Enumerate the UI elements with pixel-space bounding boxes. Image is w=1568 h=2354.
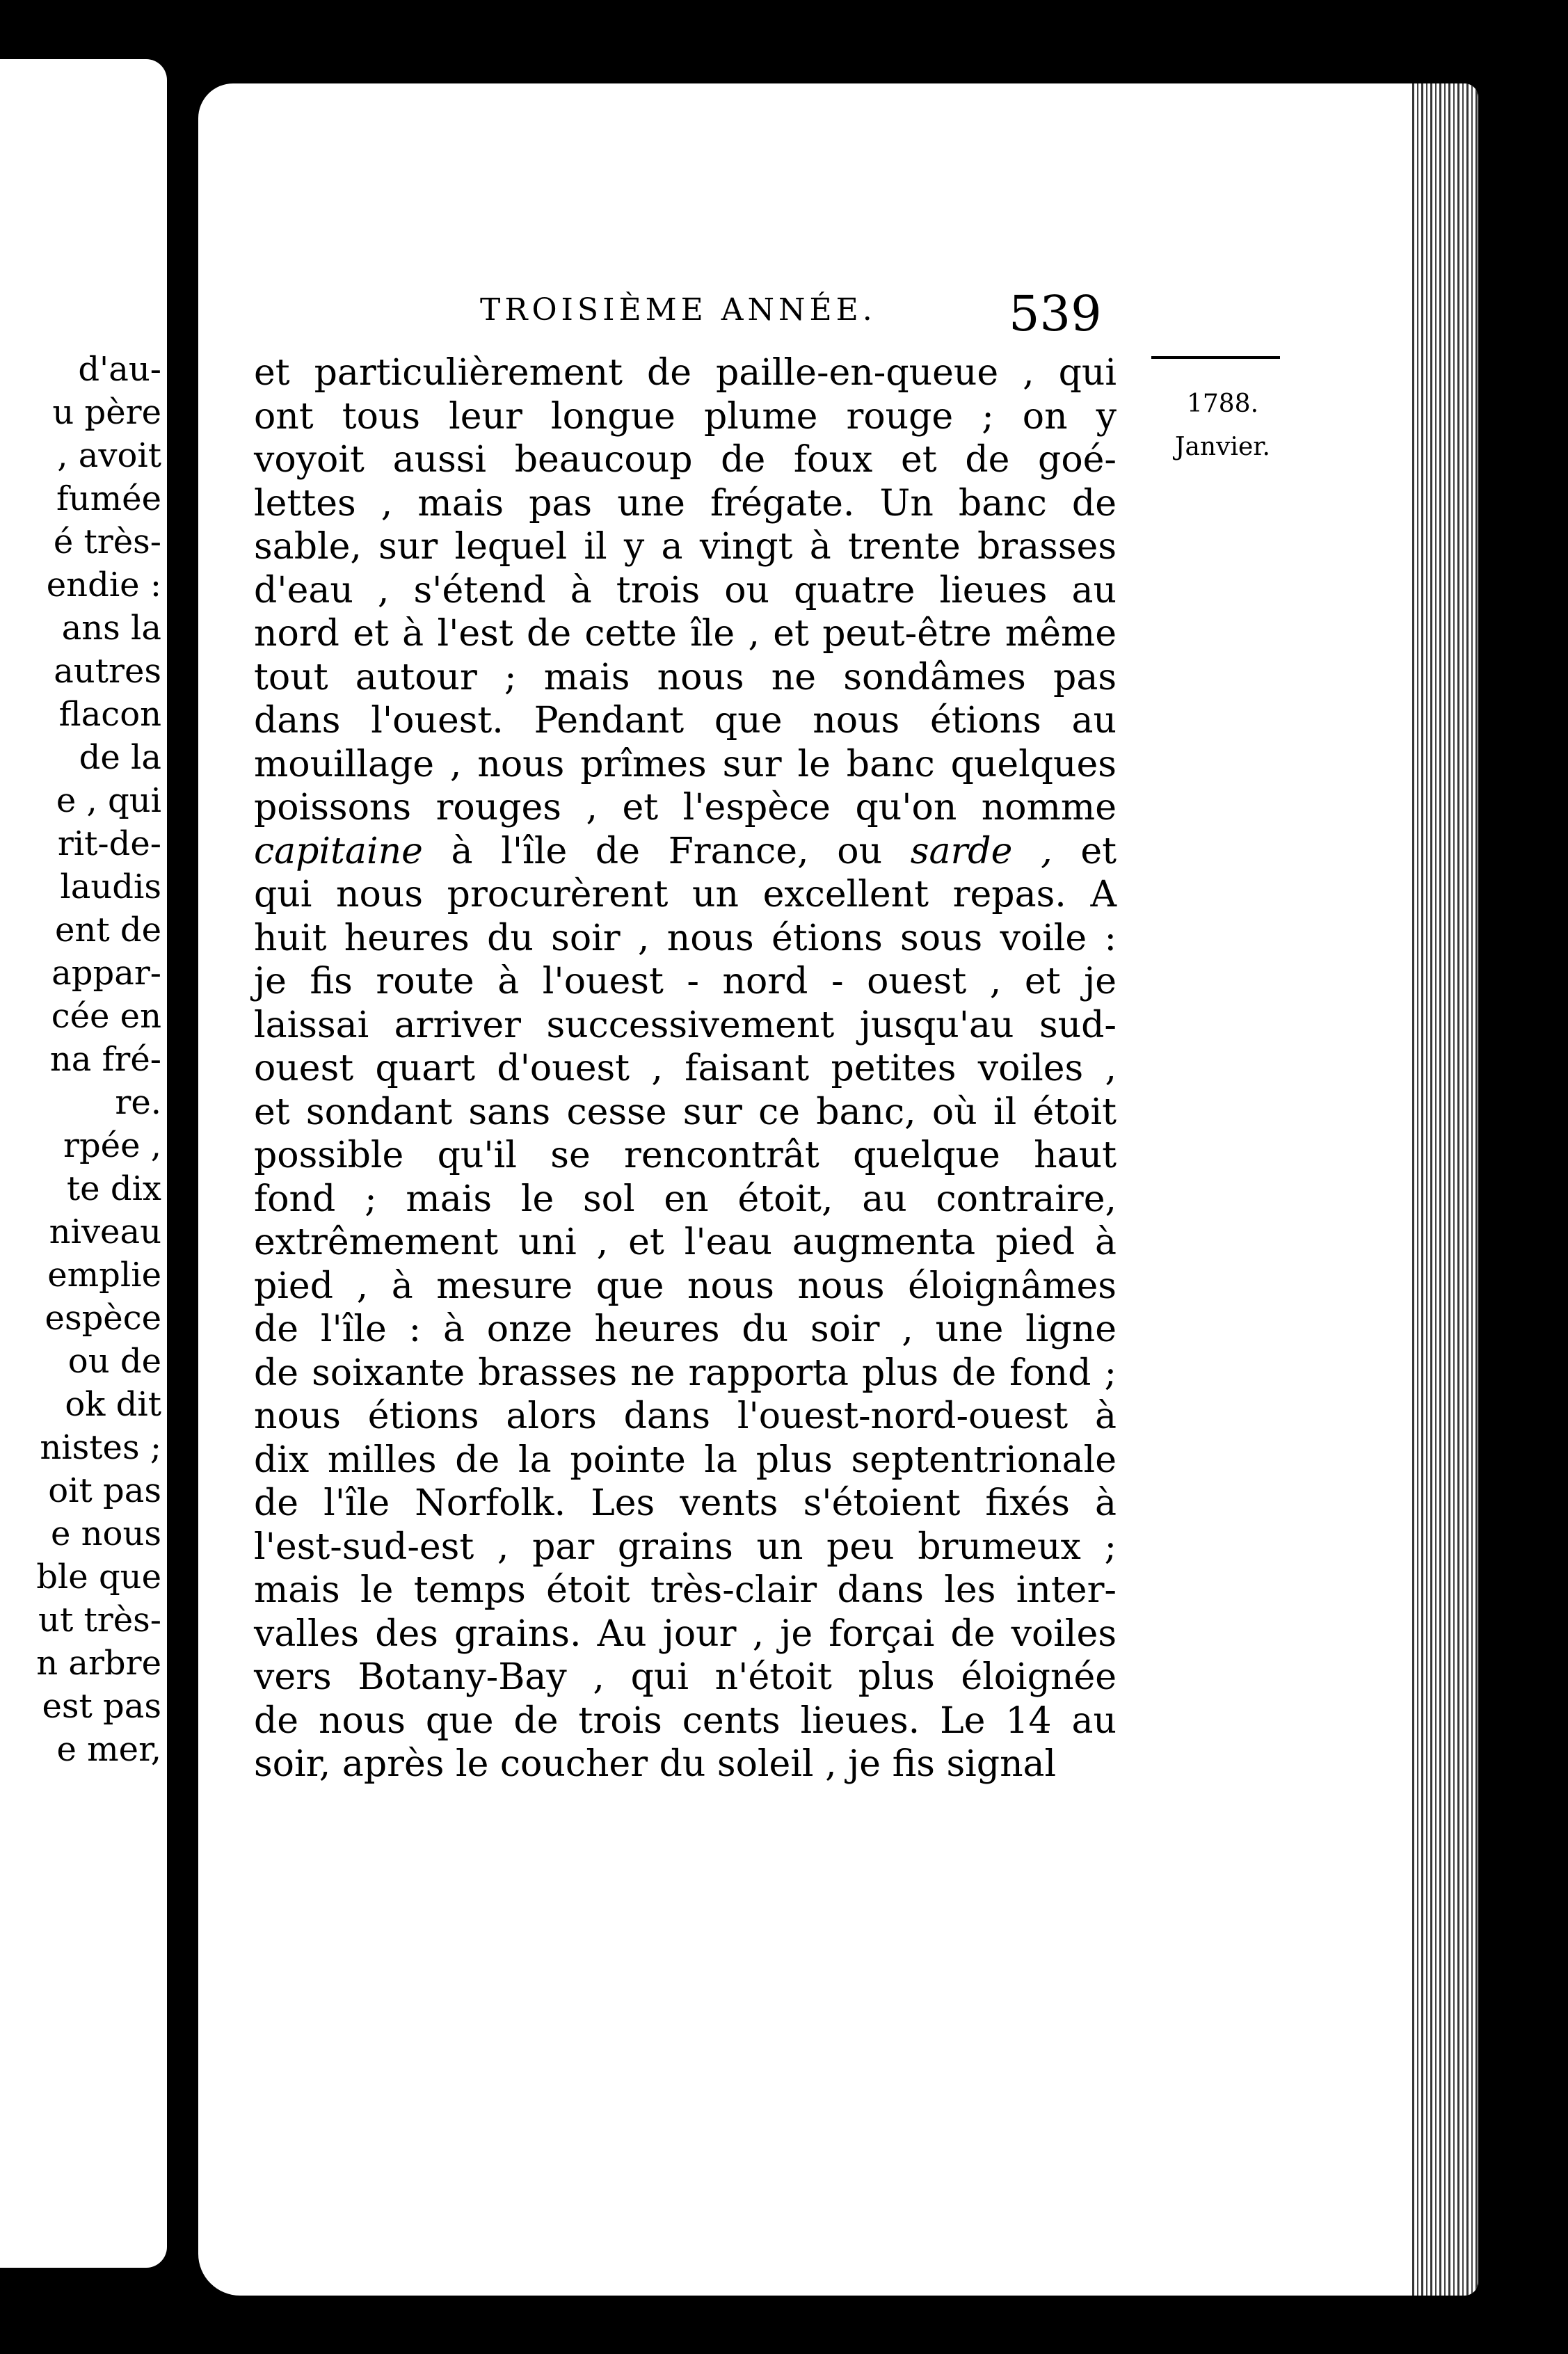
text-line: possible qu'il se rencontrât quelque haut <box>254 1135 1117 1176</box>
text-line: et particulièrement de paille-en-queue , qui <box>254 352 1117 394</box>
left-page-line: re. <box>115 1083 161 1122</box>
text-line: de l'île Norfolk. Les vents s'étoient fixés à <box>254 1482 1117 1524</box>
text-line: fond ; mais le sol en étoit, au contraire, <box>254 1178 1117 1220</box>
left-page-line: te dix <box>66 1169 161 1208</box>
text-fragment: et <box>1052 830 1117 872</box>
left-page-line: oit pas <box>48 1471 161 1510</box>
text-line: pied , à mesure que nous nous éloignâmes <box>254 1265 1117 1307</box>
left-facing-page <box>0 59 167 2268</box>
left-page-line: ok dit <box>65 1385 161 1424</box>
text-line: mais le temps étoit très-clair dans les inter- <box>254 1569 1117 1611</box>
left-page-line: de la <box>79 738 161 777</box>
text-line: qui nous procurèrent un excellent repas. A <box>254 874 1117 915</box>
text-line: et sondant sans cesse sur ce banc, où il étoit <box>254 1091 1117 1133</box>
text-line: huit heures du soir , nous étions sous voile : <box>254 917 1117 959</box>
left-page-line: laudis <box>60 867 161 906</box>
left-page-line: rit-de- <box>57 824 161 863</box>
page-edge-stack <box>1412 83 1478 2296</box>
text-line: soir, après le coucher du soleil , je fis signal <box>254 1743 1057 1785</box>
text-line: je fis route à l'ouest - nord - ouest , et je <box>254 961 1117 1002</box>
left-page-line: é très- <box>53 522 161 561</box>
body-text <box>254 351 1117 1786</box>
text-line: poissons rouges , et l'espèce qu'on nomme <box>254 787 1117 828</box>
left-page-line: ble que <box>36 1558 161 1596</box>
italic-term: sarde , <box>910 830 1053 872</box>
text-line: extrêmement uni , et l'eau augmenta pied à <box>254 1222 1117 1263</box>
left-page-line: espèce <box>45 1299 161 1338</box>
left-page-line: endie : <box>46 566 161 604</box>
italic-term: capitaine <box>254 830 423 872</box>
text-line: tout autour ; mais nous ne sondâmes pas <box>254 656 1117 698</box>
left-page-line: , avoit <box>57 436 161 475</box>
left-page-line: d'au- <box>78 350 161 389</box>
left-page-line: est pas <box>42 1687 161 1726</box>
left-page-line: autres <box>54 652 161 691</box>
margin-month: Janvier. <box>1175 433 1270 461</box>
text-line: ont tous leur longue plume rouge ; on y <box>254 395 1117 438</box>
left-page-line: ans la <box>61 609 161 648</box>
left-page-line: e nous <box>50 1514 161 1553</box>
left-page-line: appar- <box>51 954 161 993</box>
left-page-line: e mer, <box>56 1730 161 1769</box>
left-page-line: na fré- <box>49 1040 161 1079</box>
left-page-line: ent de <box>55 911 161 950</box>
text-line: vers Botany-Bay , qui n'étoit plus éloignée <box>254 1656 1117 1698</box>
left-page-line: ou de <box>67 1342 161 1381</box>
left-page-line: rpée , <box>63 1126 161 1165</box>
running-head: TROISIÈME ANNÉE. <box>480 292 877 328</box>
left-page-line: e , qui <box>56 781 161 820</box>
text-line: mouillage , nous prîmes sur le banc quelques <box>254 743 1117 785</box>
left-page-line: cée en <box>51 997 161 1036</box>
text-line: laissai arriver successivement jusqu'au sud- <box>254 1004 1117 1046</box>
text-line: d'eau , s'étend à trois ou quatre lieues au <box>254 569 1117 611</box>
text-line: lettes , mais pas une frégate. Un banc de <box>254 482 1117 525</box>
text-line: nous étions alors dans l'ouest-nord-ouest à <box>254 1395 1117 1437</box>
left-page-line: ut très- <box>38 1601 161 1640</box>
left-page-line: flacon <box>58 695 161 734</box>
text-line: valles des grains. Au jour , je forçai de voiles <box>254 1612 1117 1655</box>
text-line: dix milles de la pointe la plus septentrionale <box>254 1439 1117 1481</box>
text-line: de soixante brasses ne rapporta plus de fond ; <box>254 1352 1117 1394</box>
margin-year: 1788. <box>1186 390 1259 418</box>
text-line: dans l'ouest. Pendant que nous étions au <box>254 700 1117 742</box>
left-page-line: nistes ; <box>40 1428 161 1467</box>
left-page-line: niveau <box>49 1212 161 1251</box>
left-page-line: u père <box>52 393 161 432</box>
left-page-line: fumée <box>56 479 161 518</box>
left-page-line: emplie <box>47 1256 161 1295</box>
text-line: voyoit aussi beaucoup de foux et de goé- <box>254 439 1117 481</box>
text-line: de nous que de trois cents lieues. Le 14 au <box>254 1699 1117 1742</box>
text-line: de l'île : à onze heures du soir , une ligne <box>254 1308 1117 1350</box>
text-line: l'est-sud-est , par grains un peu brumeux ; <box>254 1526 1117 1568</box>
text-line-with-italics <box>254 830 1117 874</box>
text-line: nord et à l'est de cette île , et peut-être même <box>254 613 1117 655</box>
text-fragment: à l'île de France, ou <box>422 830 911 872</box>
text-line: sable, sur lequel il y a vingt à trente brasses <box>254 526 1117 568</box>
margin-rule <box>1151 356 1280 359</box>
page-number: 539 <box>1009 285 1102 342</box>
book-page <box>198 83 1478 2296</box>
left-page-line: n arbre <box>36 1644 161 1683</box>
text-line: ouest quart d'ouest , faisant petites voiles , <box>254 1048 1117 1089</box>
